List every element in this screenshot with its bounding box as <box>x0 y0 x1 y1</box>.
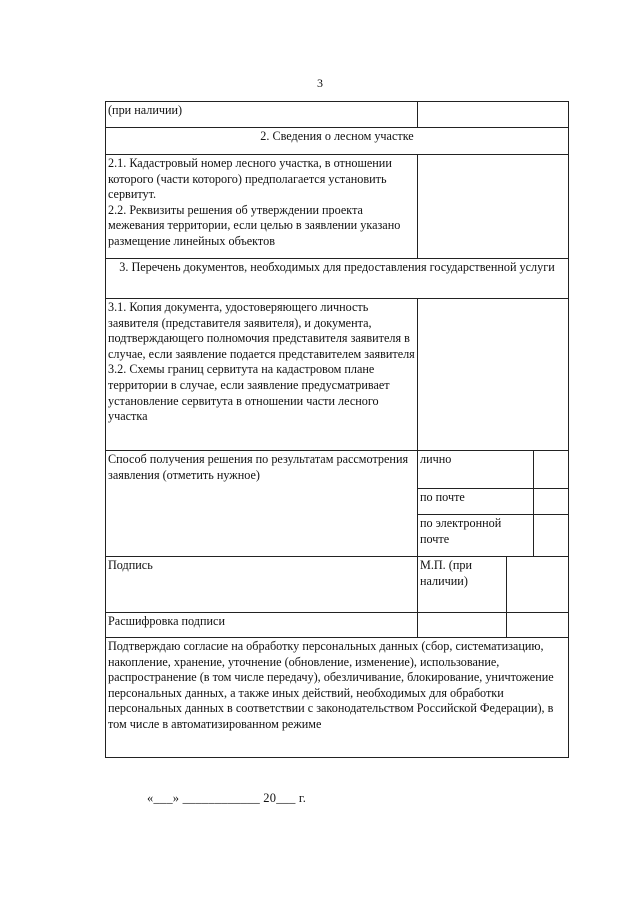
delivery-in-person-checkbox[interactable] <box>534 451 569 489</box>
signature-label: Подпись <box>106 557 418 613</box>
signature-field[interactable] <box>507 557 569 613</box>
row-consent <box>106 638 569 758</box>
stamp-label: М.П. (при наличии) <box>418 557 507 613</box>
section3-value-cell[interactable] <box>418 299 569 451</box>
page-number: 3 <box>317 76 323 90</box>
section3-heading: 3. Перечень документов, необходимых для предоставления государственной услуги <box>106 259 569 299</box>
section2-value-cell[interactable] <box>418 155 569 259</box>
consent-text: Подтверждаю согласие на обработку персональных данных (сбор, систематизацию, накопление, хранение, уточнение (обновление, изменение), использование, распространение (в том числе передачу), обезличивание, блокирование, уничтожение персональных данных, а также иных действий, необходимых для обработки персональных данных в соответствии с законодательством Российской Федерации), в том числе в автоматизированном режиме <box>106 638 569 758</box>
delivery-email-label: по электронной почте <box>418 515 534 557</box>
delivery-email-checkbox[interactable] <box>534 515 569 557</box>
if-available-value-cell[interactable] <box>418 102 569 128</box>
section3-text: 3.1. Копия документа, удостоверяющего личность заявителя (представителя заявителя), и документа, подтверждающего полномочия представителя заявителя в случае, если заявление подается представителем заявителя 3.2. Схемы границ сервитута на кадастровом плане территории в случае, если заявление предусматривает установление сервитута в отношении части лесного участка <box>106 299 418 451</box>
date-line-text: «___» ____________ 20___ г. <box>147 791 307 805</box>
date-line[interactable] <box>147 791 306 806</box>
row-section2-heading <box>106 128 569 155</box>
row-delivery-in-person <box>106 451 569 489</box>
section2-text: 2.1. Кадастровый номер лесного участка, в отношении которого (части которого) предполагается установить сервитут. 2.2. Реквизиты решения об утверждении проекта межевания территории, если целью в заявлении указано размещение линейных объектов <box>106 155 418 259</box>
application-form-table <box>105 101 569 758</box>
row-signature <box>106 557 569 613</box>
signature-decode-label: Расшифровка подписи <box>106 613 418 638</box>
delivery-mail-checkbox[interactable] <box>534 489 569 515</box>
row-signature-decode <box>106 613 569 638</box>
section2-heading: 2. Сведения о лесном участке <box>106 128 569 155</box>
row-section3-heading <box>106 259 569 299</box>
row-if-available <box>106 102 569 128</box>
delivery-mail-label: по почте <box>418 489 534 515</box>
row-section2 <box>106 155 569 259</box>
if-available-label: (при наличии) <box>106 102 418 128</box>
signature-decode-field[interactable] <box>418 613 507 638</box>
delivery-in-person-label: лично <box>418 451 534 489</box>
signature-decode-extra-field[interactable] <box>507 613 569 638</box>
row-section3 <box>106 299 569 451</box>
delivery-method-label: Способ получения решения по результатам рассмотрения заявления (отметить нужное) <box>106 451 418 557</box>
